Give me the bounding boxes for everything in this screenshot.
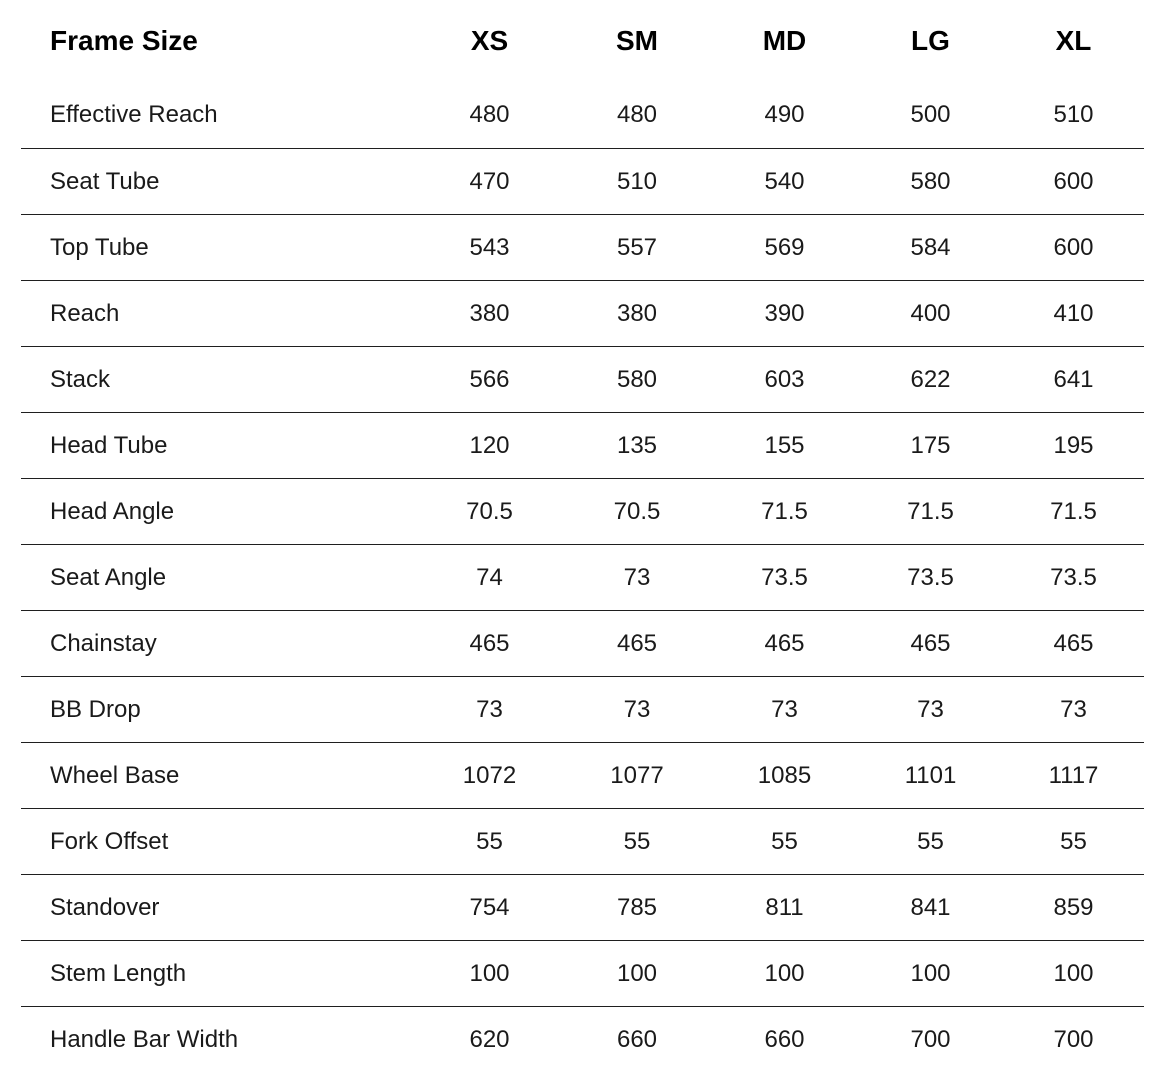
cell-sm: 73 xyxy=(563,677,711,743)
cell-sm: 660 xyxy=(563,1007,711,1072)
cell-sm: 1077 xyxy=(563,743,711,809)
size-header-lg: LG xyxy=(858,0,1003,82)
table-row xyxy=(21,215,1144,281)
cell-xs: 754 xyxy=(416,875,563,941)
size-header-sm: SM xyxy=(563,0,711,82)
cell-xl: 859 xyxy=(1003,875,1144,941)
cell-md: 390 xyxy=(711,281,858,347)
cell-md: 1085 xyxy=(711,743,858,809)
row-label: Head Angle xyxy=(21,479,416,545)
table-row xyxy=(21,149,1144,215)
cell-lg: 622 xyxy=(858,347,1003,413)
cell-xs: 74 xyxy=(416,545,563,611)
row-label: Top Tube xyxy=(21,215,416,281)
cell-sm: 380 xyxy=(563,281,711,347)
cell-sm: 55 xyxy=(563,809,711,875)
row-label: Head Tube xyxy=(21,413,416,479)
cell-xl: 73 xyxy=(1003,677,1144,743)
cell-lg: 584 xyxy=(858,215,1003,281)
cell-xl: 55 xyxy=(1003,809,1144,875)
geometry-table xyxy=(21,0,1144,1072)
row-label: Handle Bar Width xyxy=(21,1007,416,1072)
cell-xs: 465 xyxy=(416,611,563,677)
cell-lg: 500 xyxy=(858,82,1003,149)
cell-sm: 510 xyxy=(563,149,711,215)
table-row xyxy=(21,1007,1144,1072)
row-label: Seat Angle xyxy=(21,545,416,611)
row-label: Fork Offset xyxy=(21,809,416,875)
cell-sm: 100 xyxy=(563,941,711,1007)
cell-xs: 73 xyxy=(416,677,563,743)
cell-md: 73 xyxy=(711,677,858,743)
cell-xl: 410 xyxy=(1003,281,1144,347)
table-row xyxy=(21,611,1144,677)
row-label: BB Drop xyxy=(21,677,416,743)
cell-sm: 73 xyxy=(563,545,711,611)
table-header xyxy=(21,0,1144,82)
header-row xyxy=(21,0,1144,82)
size-header-xs: XS xyxy=(416,0,563,82)
table-row xyxy=(21,743,1144,809)
cell-sm: 580 xyxy=(563,347,711,413)
cell-sm: 480 xyxy=(563,82,711,149)
cell-xl: 600 xyxy=(1003,149,1144,215)
cell-md: 465 xyxy=(711,611,858,677)
cell-lg: 55 xyxy=(858,809,1003,875)
cell-xs: 380 xyxy=(416,281,563,347)
cell-lg: 1101 xyxy=(858,743,1003,809)
table-body xyxy=(21,82,1144,1072)
cell-xl: 71.5 xyxy=(1003,479,1144,545)
cell-xs: 470 xyxy=(416,149,563,215)
row-label: Reach xyxy=(21,281,416,347)
cell-md: 660 xyxy=(711,1007,858,1072)
cell-sm: 70.5 xyxy=(563,479,711,545)
row-label: Stem Length xyxy=(21,941,416,1007)
cell-lg: 465 xyxy=(858,611,1003,677)
cell-xs: 120 xyxy=(416,413,563,479)
cell-xl: 195 xyxy=(1003,413,1144,479)
table-row xyxy=(21,545,1144,611)
cell-lg: 73 xyxy=(858,677,1003,743)
cell-lg: 700 xyxy=(858,1007,1003,1072)
table-row xyxy=(21,809,1144,875)
cell-md: 100 xyxy=(711,941,858,1007)
row-label: Seat Tube xyxy=(21,149,416,215)
cell-sm: 557 xyxy=(563,215,711,281)
table-row xyxy=(21,941,1144,1007)
cell-md: 811 xyxy=(711,875,858,941)
cell-xl: 73.5 xyxy=(1003,545,1144,611)
cell-sm: 465 xyxy=(563,611,711,677)
cell-lg: 400 xyxy=(858,281,1003,347)
cell-xs: 70.5 xyxy=(416,479,563,545)
table-row xyxy=(21,479,1144,545)
size-header-xl: XL xyxy=(1003,0,1144,82)
cell-xs: 100 xyxy=(416,941,563,1007)
cell-xs: 55 xyxy=(416,809,563,875)
cell-xs: 620 xyxy=(416,1007,563,1072)
size-header-md: MD xyxy=(711,0,858,82)
cell-xl: 600 xyxy=(1003,215,1144,281)
cell-md: 540 xyxy=(711,149,858,215)
cell-md: 55 xyxy=(711,809,858,875)
cell-xl: 465 xyxy=(1003,611,1144,677)
table-row xyxy=(21,875,1144,941)
cell-xl: 700 xyxy=(1003,1007,1144,1072)
cell-lg: 73.5 xyxy=(858,545,1003,611)
cell-xl: 641 xyxy=(1003,347,1144,413)
row-label: Wheel Base xyxy=(21,743,416,809)
cell-lg: 841 xyxy=(858,875,1003,941)
cell-md: 490 xyxy=(711,82,858,149)
cell-xs: 1072 xyxy=(416,743,563,809)
cell-xl: 510 xyxy=(1003,82,1144,149)
row-label: Standover xyxy=(21,875,416,941)
cell-md: 73.5 xyxy=(711,545,858,611)
cell-xl: 1117 xyxy=(1003,743,1144,809)
table-row xyxy=(21,82,1144,149)
row-label: Stack xyxy=(21,347,416,413)
cell-xs: 480 xyxy=(416,82,563,149)
cell-xs: 566 xyxy=(416,347,563,413)
cell-xs: 543 xyxy=(416,215,563,281)
frame-size-header: Frame Size xyxy=(21,0,416,82)
cell-lg: 175 xyxy=(858,413,1003,479)
row-label: Effective Reach xyxy=(21,82,416,149)
cell-md: 603 xyxy=(711,347,858,413)
cell-xl: 100 xyxy=(1003,941,1144,1007)
cell-lg: 71.5 xyxy=(858,479,1003,545)
cell-md: 569 xyxy=(711,215,858,281)
table-row xyxy=(21,677,1144,743)
table-row xyxy=(21,347,1144,413)
row-label: Chainstay xyxy=(21,611,416,677)
cell-lg: 100 xyxy=(858,941,1003,1007)
cell-sm: 135 xyxy=(563,413,711,479)
cell-md: 155 xyxy=(711,413,858,479)
table-row xyxy=(21,281,1144,347)
cell-md: 71.5 xyxy=(711,479,858,545)
cell-sm: 785 xyxy=(563,875,711,941)
cell-lg: 580 xyxy=(858,149,1003,215)
table-row xyxy=(21,413,1144,479)
